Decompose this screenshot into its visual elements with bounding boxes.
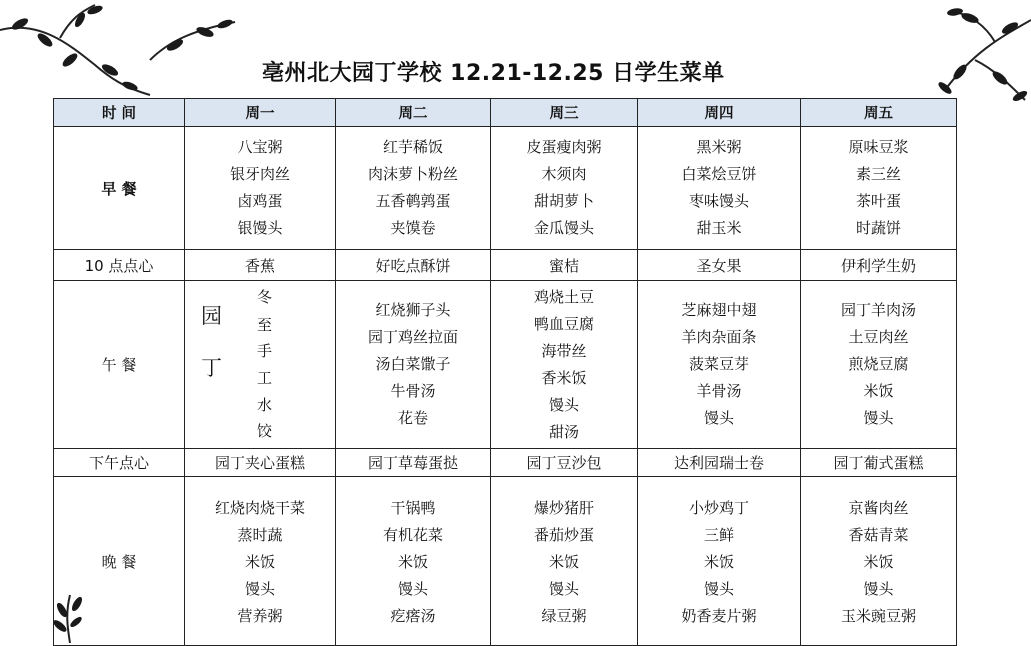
menu-item: 米饭 <box>863 552 894 571</box>
menu-item: 白菜烩豆饼 <box>681 165 757 183</box>
special-small-char: 水 <box>257 395 273 414</box>
menu-item: 馒头 <box>397 579 428 598</box>
menu-item: 香菇青菜 <box>848 525 909 544</box>
menu-item: 营养粥 <box>237 606 283 625</box>
dinner-tue <box>336 477 491 646</box>
menu-item: 米饭 <box>863 382 894 400</box>
morning-snack-wed: 蜜桔 <box>491 250 638 281</box>
menu-item: 八宝粥 <box>237 138 283 156</box>
menu-item: 馒头 <box>703 409 734 427</box>
dinner-thu <box>638 477 801 646</box>
header-row <box>54 99 957 127</box>
menu-item: 米饭 <box>703 552 734 571</box>
menu-item: 夹馍卷 <box>390 219 436 237</box>
menu-item: 馒头 <box>863 579 894 598</box>
menu-item: 甜胡萝卜 <box>533 192 594 210</box>
afternoon-snack-fri: 园丁葡式蛋糕 <box>801 449 957 477</box>
menu-item: 米饭 <box>244 552 275 571</box>
header-day-thu: 周四 <box>638 99 801 127</box>
header-day-mon: 周一 <box>185 99 336 127</box>
afternoon-snack-wed: 园丁豆沙包 <box>491 449 638 477</box>
special-small-char: 冬 <box>257 287 273 306</box>
menu-item: 红烧狮子头 <box>375 301 451 319</box>
menu-item: 汤白菜馓子 <box>375 355 451 373</box>
menu-item: 馒头 <box>548 579 579 598</box>
afternoon-snack-mon: 园丁夹心蛋糕 <box>185 449 336 477</box>
lunch-label: 午 餐 <box>54 281 185 449</box>
menu-item: 鸭血豆腐 <box>533 314 594 333</box>
page-title: 亳州北大园丁学校 12.21-12.25 日学生菜单 <box>262 61 725 86</box>
menu-item: 蒸时蔬 <box>237 525 283 544</box>
dinner-mon <box>185 477 336 646</box>
menu-item: 羊肉杂面条 <box>681 328 757 346</box>
breakfast-label: 早 餐 <box>54 127 185 250</box>
header-day-tue: 周二 <box>336 99 491 127</box>
menu-item: 米饭 <box>397 552 428 571</box>
lunch-wed <box>491 281 638 449</box>
menu-item: 菠菜豆芽 <box>688 355 749 373</box>
menu-item: 皮蛋瘦肉粥 <box>526 138 602 156</box>
menu-item: 干锅鸭 <box>390 498 436 517</box>
special-big-char: 丁 <box>201 355 222 380</box>
breakfast-mon <box>185 127 336 250</box>
menu-item: 素三丝 <box>855 165 901 183</box>
afternoon-snack-label: 下午点心 <box>54 449 185 477</box>
special-small-char: 手 <box>257 341 273 360</box>
special-small-char: 饺 <box>257 421 273 440</box>
lunch-mon-special <box>185 285 335 445</box>
vine-decoration-top-left-icon <box>0 0 250 100</box>
menu-item: 牛骨汤 <box>390 382 436 400</box>
menu-item: 黑米粥 <box>696 138 742 156</box>
menu-item: 爆炒猪肝 <box>533 498 594 517</box>
menu-item: 玉米豌豆粥 <box>840 606 916 625</box>
menu-item: 芝麻翅中翅 <box>681 301 757 319</box>
dinner-fri <box>801 477 957 646</box>
menu-item: 香米饭 <box>541 368 587 387</box>
menu-item: 绿豆粥 <box>541 606 587 625</box>
header-day-wed: 周三 <box>491 99 638 127</box>
menu-table <box>53 98 957 646</box>
afternoon-snack-row <box>54 449 957 477</box>
menu-item: 红烧肉烧干菜 <box>214 498 305 517</box>
special-small-char: 工 <box>257 368 273 387</box>
header-time: 时 间 <box>54 99 185 127</box>
menu-item: 羊骨汤 <box>696 382 742 400</box>
dinner-row <box>54 477 957 646</box>
header-day-fri: 周五 <box>801 99 957 127</box>
breakfast-row <box>54 127 957 250</box>
menu-item: 园丁鸡丝拉面 <box>367 328 458 346</box>
menu-item: 银牙肉丝 <box>229 165 290 183</box>
menu-item: 小炒鸡丁 <box>688 498 749 517</box>
menu-item: 馒头 <box>548 395 579 414</box>
morning-snack-thu: 圣女果 <box>638 250 801 281</box>
menu-item: 金瓜馒头 <box>533 219 594 237</box>
menu-item: 原味豆浆 <box>848 138 909 156</box>
lunch-mon <box>185 281 336 449</box>
menu-item: 木须肉 <box>541 165 587 183</box>
menu-item: 有机花菜 <box>382 525 443 544</box>
menu-item: 煎烧豆腐 <box>848 355 909 373</box>
menu-item: 甜汤 <box>548 422 579 441</box>
morning-snack-row <box>54 250 957 281</box>
menu-item: 枣味馒头 <box>688 192 749 210</box>
menu-item: 米饭 <box>548 552 579 571</box>
morning-snack-fri: 伊利学生奶 <box>801 250 957 281</box>
afternoon-snack-thu: 达利园瑞士卷 <box>638 449 801 477</box>
vine-decoration-top-right-icon <box>915 0 1031 110</box>
morning-snack-mon: 香蕉 <box>185 250 336 281</box>
special-big-char: 园 <box>201 303 222 328</box>
menu-item: 茶叶蛋 <box>855 192 901 210</box>
menu-item: 肉沫萝卜粉丝 <box>367 165 458 183</box>
morning-snack-tue: 好吃点酥饼 <box>336 250 491 281</box>
menu-item: 银馒头 <box>237 219 283 237</box>
breakfast-fri <box>801 127 957 250</box>
menu-item: 三鲜 <box>703 525 734 544</box>
menu-item: 海带丝 <box>541 341 587 360</box>
menu-item: 鸡烧土豆 <box>533 287 594 306</box>
menu-item: 时蔬饼 <box>855 219 901 237</box>
breakfast-wed <box>491 127 638 250</box>
menu-item: 五香鹌鹑蛋 <box>375 192 451 210</box>
menu-item: 红芋稀饭 <box>382 138 443 156</box>
morning-snack-label: 10 点点心 <box>54 250 185 281</box>
menu-item: 园丁羊肉汤 <box>840 301 916 319</box>
menu-item: 卤鸡蛋 <box>237 192 283 210</box>
menu-item: 花卷 <box>397 409 428 427</box>
menu-item: 奶香麦片粥 <box>681 606 757 625</box>
menu-item: 疙瘩汤 <box>390 606 436 625</box>
breakfast-thu <box>638 127 801 250</box>
menu-item: 馒头 <box>244 579 275 598</box>
menu-item: 土豆肉丝 <box>848 328 909 346</box>
lunch-tue <box>336 281 491 449</box>
breakfast-tue <box>336 127 491 250</box>
afternoon-snack-tue: 园丁草莓蛋挞 <box>336 449 491 477</box>
lunch-fri <box>801 281 957 449</box>
menu-item: 甜玉米 <box>696 219 742 237</box>
dinner-label: 晚 餐 <box>54 477 185 646</box>
special-small-char: 至 <box>257 315 273 334</box>
menu-item: 番茄炒蛋 <box>533 525 594 544</box>
dinner-wed <box>491 477 638 646</box>
lunch-row <box>54 281 957 449</box>
menu-item: 馒头 <box>703 579 734 598</box>
menu-item: 京酱肉丝 <box>848 498 909 517</box>
lunch-thu <box>638 281 801 449</box>
menu-item: 馒头 <box>863 409 894 427</box>
